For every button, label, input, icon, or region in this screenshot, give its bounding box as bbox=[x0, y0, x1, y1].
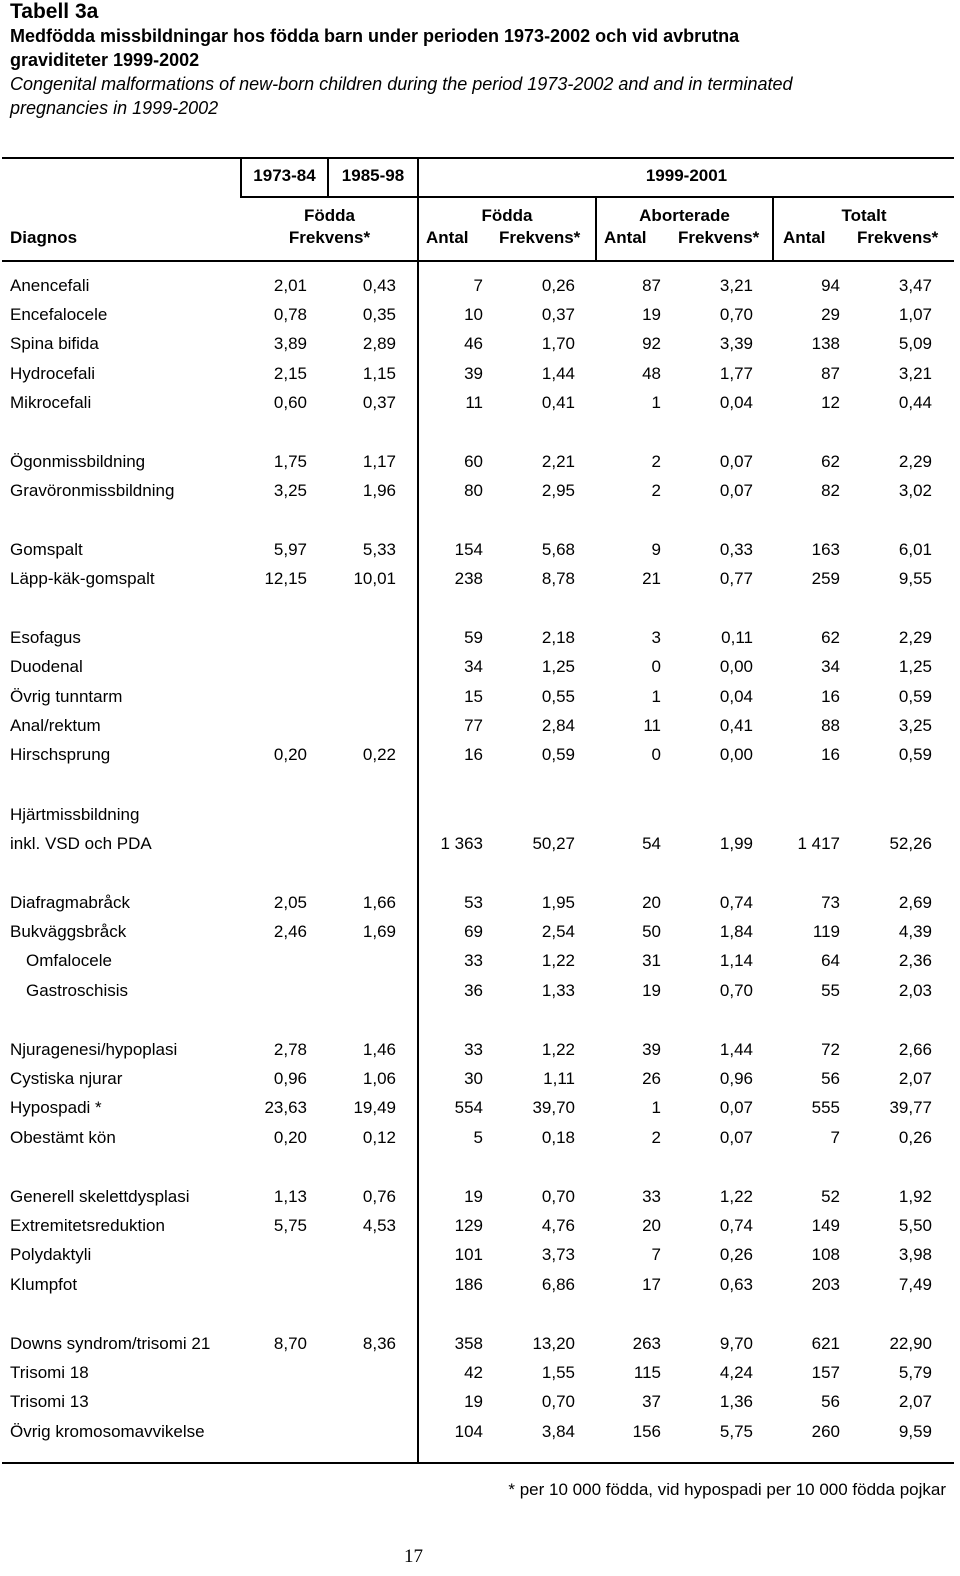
value-1985-98: 1,06 bbox=[362, 1069, 396, 1088]
totalt-antal: 56 bbox=[821, 1069, 840, 1088]
diagnos-label: Spina bifida bbox=[10, 334, 99, 353]
diagnos-label: Esofagus bbox=[10, 628, 81, 647]
totalt-antal: 12 bbox=[821, 393, 840, 412]
aborterade-antal: 11 bbox=[643, 716, 661, 735]
fodda-frekvens: 0,41 bbox=[541, 393, 575, 412]
subtitle-swedish-line2: graviditeter 1999-2002 bbox=[10, 50, 200, 70]
diagnos-label: Anencefali bbox=[10, 276, 90, 295]
diagnos-label: Hirschsprung bbox=[10, 745, 111, 764]
aborterade-antal: 1 bbox=[651, 393, 661, 412]
aborterade-frekvens: 0,11 bbox=[721, 628, 753, 647]
value-1985-98: 4,53 bbox=[362, 1216, 396, 1235]
header-period-1973-84: 1973-84 bbox=[253, 166, 316, 185]
totalt-frekvens: 52,26 bbox=[889, 834, 932, 853]
totalt-antal: 73 bbox=[821, 893, 840, 912]
aborterade-frekvens: 0,96 bbox=[719, 1069, 753, 1088]
totalt-frekvens: 2,66 bbox=[898, 1040, 932, 1059]
value-1985-98: 0,37 bbox=[362, 393, 396, 412]
aborterade-antal: 33 bbox=[642, 1187, 661, 1206]
header-period-1999-2001: 1999-2001 bbox=[645, 166, 728, 185]
aborterade-antal: 54 bbox=[642, 834, 661, 853]
fodda-antal: 53 bbox=[464, 893, 483, 912]
header-totalt-antal: Antal bbox=[783, 228, 826, 247]
aborterade-frekvens: 5,75 bbox=[719, 1422, 753, 1441]
aborterade-frekvens: 0,63 bbox=[719, 1275, 753, 1294]
totalt-frekvens: 5,09 bbox=[898, 334, 932, 353]
aborterade-frekvens: 0,07 bbox=[719, 481, 753, 500]
fodda-frekvens: 50,27 bbox=[532, 834, 575, 853]
diagnos-label: Läpp-käk-gomspalt bbox=[10, 569, 155, 588]
aborterade-antal: 0 bbox=[651, 657, 661, 676]
aborterade-antal: 92 bbox=[642, 334, 661, 353]
value-1973-84: 2,78 bbox=[273, 1040, 307, 1059]
totalt-antal: 16 bbox=[821, 687, 840, 706]
value-1973-84: 12,15 bbox=[264, 569, 307, 588]
diagnos-label: Ögonmissbildning bbox=[10, 452, 146, 471]
fodda-antal: 1 363 bbox=[440, 834, 483, 853]
fodda-antal: 46 bbox=[464, 334, 483, 353]
diagnos-label: Gravöronmissbildning bbox=[10, 481, 175, 500]
header-diagnos: Diagnos bbox=[10, 228, 78, 247]
aborterade-frekvens: 0,00 bbox=[719, 657, 753, 676]
fodda-antal: 129 bbox=[454, 1216, 483, 1235]
fodda-frekvens: 3,73 bbox=[541, 1245, 575, 1264]
fodda-frekvens: 1,11 bbox=[543, 1069, 575, 1088]
diagnos-label: Generell skelettdysplasi bbox=[10, 1187, 190, 1206]
diagnos-label: Bukväggsbråck bbox=[10, 922, 127, 941]
aborterade-antal: 50 bbox=[642, 922, 661, 941]
aborterade-antal: 20 bbox=[642, 893, 661, 912]
header-fodda: Födda bbox=[481, 206, 533, 225]
header-frekvens-left: Frekvens* bbox=[288, 228, 371, 247]
totalt-antal: 72 bbox=[821, 1040, 840, 1059]
diagnos-label: Övrig kromosomavvikelse bbox=[10, 1422, 205, 1441]
aborterade-frekvens: 0,07 bbox=[719, 1098, 753, 1117]
totalt-frekvens: 39,77 bbox=[889, 1098, 932, 1117]
diagnos-label: Njuragenesi/hypoplasi bbox=[10, 1040, 178, 1059]
fodda-frekvens: 39,70 bbox=[532, 1098, 575, 1117]
totalt-frekvens: 1,07 bbox=[898, 305, 932, 324]
aborterade-frekvens: 1,84 bbox=[719, 922, 753, 941]
diagnos-label: Hypospadi * bbox=[10, 1098, 102, 1117]
aborterade-frekvens: 1,99 bbox=[719, 834, 753, 853]
fodda-frekvens: 0,37 bbox=[541, 305, 575, 324]
diagnos-label: Anal/rektum bbox=[10, 716, 101, 735]
value-1985-98: 0,76 bbox=[362, 1187, 396, 1206]
fodda-frekvens: 1,55 bbox=[541, 1363, 575, 1382]
totalt-antal: 29 bbox=[821, 305, 840, 324]
fodda-frekvens: 1,22 bbox=[541, 1040, 575, 1059]
aborterade-antal: 19 bbox=[642, 981, 661, 1000]
table-bottom-rule bbox=[2, 1462, 954, 1464]
subtitle-swedish-line1: Medfödda missbildningar hos födda barn under perioden 1973-2002 och vid avbrutna bbox=[10, 26, 740, 46]
fodda-antal: 77 bbox=[464, 716, 483, 735]
fodda-frekvens: 2,95 bbox=[541, 481, 575, 500]
fodda-frekvens: 1,44 bbox=[541, 364, 575, 383]
header-totalt-frekvens: Frekvens* bbox=[857, 228, 939, 247]
aborterade-frekvens: 0,74 bbox=[719, 893, 753, 912]
aborterade-frekvens: 0,33 bbox=[719, 540, 753, 559]
aborterade-antal: 26 bbox=[642, 1069, 661, 1088]
diagnos-label: Diafragmabråck bbox=[10, 893, 130, 912]
totalt-antal: 62 bbox=[821, 452, 840, 471]
value-1985-98: 0,35 bbox=[362, 305, 396, 324]
value-1985-98: 1,69 bbox=[362, 922, 396, 941]
value-1973-84: 2,05 bbox=[273, 893, 307, 912]
value-1973-84: 0,20 bbox=[273, 1128, 307, 1147]
header-period-1985-98: 1985-98 bbox=[341, 166, 405, 185]
aborterade-antal: 21 bbox=[642, 569, 661, 588]
fodda-antal: 60 bbox=[464, 452, 483, 471]
totalt-antal: 119 bbox=[812, 922, 840, 941]
fodda-frekvens: 1,95 bbox=[541, 893, 575, 912]
aborterade-frekvens: 0,41 bbox=[719, 716, 753, 735]
fodda-antal: 101 bbox=[454, 1245, 483, 1264]
diagnos-label: Gomspalt bbox=[10, 540, 83, 559]
aborterade-frekvens: 9,70 bbox=[719, 1334, 753, 1353]
diagnos-label: Obestämt kön bbox=[10, 1128, 116, 1147]
value-1973-84: 3,25 bbox=[273, 481, 307, 500]
header-fodda-frekvens: Frekvens* bbox=[499, 228, 581, 247]
fodda-antal: 30 bbox=[464, 1069, 483, 1088]
header-mid-rule bbox=[240, 196, 954, 198]
fodda-frekvens: 2,84 bbox=[541, 716, 575, 735]
value-1985-98: 8,36 bbox=[362, 1334, 396, 1353]
value-1985-98: 1,46 bbox=[362, 1040, 396, 1059]
aborterade-antal: 20 bbox=[642, 1216, 661, 1235]
fodda-antal: 104 bbox=[454, 1422, 483, 1441]
header-aborterade-antal: Antal bbox=[604, 228, 647, 247]
totalt-frekvens: 3,47 bbox=[898, 276, 932, 295]
fodda-antal: 36 bbox=[464, 981, 483, 1000]
diagnos-label: Encefalocele bbox=[10, 305, 108, 324]
aborterade-frekvens: 3,39 bbox=[719, 334, 753, 353]
aborterade-frekvens: 1,77 bbox=[719, 364, 753, 383]
totalt-antal: 16 bbox=[821, 745, 840, 764]
fodda-frekvens: 5,68 bbox=[541, 540, 575, 559]
value-1973-84: 23,63 bbox=[264, 1098, 307, 1117]
fodda-antal: 186 bbox=[454, 1275, 483, 1294]
fodda-frekvens: 0,70 bbox=[541, 1187, 575, 1206]
aborterade-antal: 2 bbox=[651, 1128, 661, 1147]
footnote: * per 10 000 födda, vid hypospadi per 10 000 födda pojkar bbox=[508, 1480, 946, 1499]
aborterade-frekvens: 0,04 bbox=[719, 687, 753, 706]
fodda-frekvens: 0,59 bbox=[541, 745, 575, 764]
aborterade-antal: 87 bbox=[642, 276, 661, 295]
subtitle-english-line2: pregnancies in 1999-2002 bbox=[10, 98, 219, 118]
totalt-frekvens: 5,50 bbox=[898, 1216, 932, 1235]
aborterade-frekvens: 0,07 bbox=[719, 452, 753, 471]
diagnos-label: inkl. VSD och PDA bbox=[10, 834, 152, 853]
totalt-antal: 64 bbox=[821, 951, 840, 970]
fodda-frekvens: 2,54 bbox=[541, 922, 575, 941]
fodda-frekvens: 0,18 bbox=[541, 1128, 575, 1147]
totalt-frekvens: 2,36 bbox=[898, 951, 932, 970]
totalt-antal: 82 bbox=[821, 481, 840, 500]
fodda-frekvens: 3,84 bbox=[541, 1422, 575, 1441]
totalt-frekvens: 3,02 bbox=[898, 481, 932, 500]
value-1985-98: 1,15 bbox=[362, 364, 396, 383]
diagnos-label: Duodenal bbox=[10, 657, 83, 676]
value-1985-98: 0,22 bbox=[362, 745, 396, 764]
totalt-antal: 88 bbox=[821, 716, 840, 735]
header-totalt: Totalt bbox=[841, 206, 887, 225]
totalt-frekvens: 7,49 bbox=[898, 1275, 932, 1294]
header-fodda-left: Födda bbox=[304, 206, 355, 225]
aborterade-antal: 156 bbox=[632, 1422, 661, 1441]
diagnos-label: Klumpfot bbox=[10, 1275, 78, 1294]
aborterade-antal: 1 bbox=[651, 1098, 661, 1117]
totalt-antal: 149 bbox=[811, 1216, 840, 1235]
aborterade-antal: 17 bbox=[642, 1275, 661, 1294]
aborterade-antal: 2 bbox=[651, 452, 661, 471]
fodda-antal: 7 bbox=[473, 276, 483, 295]
totalt-antal: 56 bbox=[821, 1392, 840, 1411]
totalt-antal: 7 bbox=[830, 1128, 840, 1147]
totalt-frekvens: 2,03 bbox=[898, 981, 932, 1000]
value-1973-84: 2,01 bbox=[273, 276, 307, 295]
value-1985-98: 2,89 bbox=[362, 334, 396, 353]
table-top-rule bbox=[2, 157, 954, 159]
fodda-antal: 10 bbox=[464, 305, 483, 324]
header-aborterade-frekvens: Frekvens* bbox=[678, 228, 760, 247]
totalt-antal: 555 bbox=[811, 1098, 840, 1117]
totalt-frekvens: 2,29 bbox=[898, 628, 932, 647]
value-1985-98: 0,43 bbox=[362, 276, 396, 295]
fodda-frekvens: 1,22 bbox=[541, 951, 575, 970]
fodda-antal: 11 bbox=[465, 393, 483, 412]
value-1985-98: 1,96 bbox=[362, 481, 396, 500]
fodda-antal: 80 bbox=[464, 481, 483, 500]
aborterade-frekvens: 0,70 bbox=[719, 981, 753, 1000]
value-1973-84: 2,46 bbox=[273, 922, 307, 941]
fodda-antal: 19 bbox=[464, 1392, 483, 1411]
totalt-frekvens: 9,59 bbox=[898, 1422, 932, 1441]
fodda-frekvens: 0,70 bbox=[541, 1392, 575, 1411]
fodda-antal: 59 bbox=[464, 628, 483, 647]
aborterade-frekvens: 0,26 bbox=[719, 1245, 753, 1264]
totalt-antal: 87 bbox=[821, 364, 840, 383]
aborterade-antal: 115 bbox=[633, 1363, 661, 1382]
aborterade-antal: 31 bbox=[642, 951, 661, 970]
header-aborterade: Aborterade bbox=[639, 206, 730, 225]
fodda-antal: 5 bbox=[473, 1128, 483, 1147]
fodda-frekvens: 0,26 bbox=[541, 276, 575, 295]
value-1985-98: 19,49 bbox=[353, 1098, 396, 1117]
aborterade-antal: 3 bbox=[651, 628, 661, 647]
totalt-antal: 94 bbox=[821, 276, 840, 295]
aborterade-frekvens: 1,36 bbox=[719, 1392, 753, 1411]
diagnos-label: Trisomi 13 bbox=[10, 1392, 89, 1411]
fodda-frekvens: 1,33 bbox=[541, 981, 575, 1000]
totalt-antal: 163 bbox=[811, 540, 840, 559]
fodda-antal: 39 bbox=[464, 364, 483, 383]
diagnos-label: Downs syndrom/trisomi 21 bbox=[10, 1334, 211, 1353]
value-1985-98: 10,01 bbox=[353, 569, 396, 588]
aborterade-frekvens: 0,00 bbox=[719, 745, 753, 764]
aborterade-frekvens: 0,07 bbox=[719, 1128, 753, 1147]
value-1973-84: 8,70 bbox=[273, 1334, 307, 1353]
fodda-antal: 154 bbox=[454, 540, 483, 559]
diagnos-label: Polydaktyli bbox=[10, 1245, 92, 1264]
aborterade-antal: 2 bbox=[651, 481, 661, 500]
value-1973-84: 5,75 bbox=[273, 1216, 307, 1235]
aborterade-antal: 39 bbox=[642, 1040, 661, 1059]
value-1973-84: 0,60 bbox=[273, 393, 307, 412]
totalt-frekvens: 5,79 bbox=[898, 1363, 932, 1382]
fodda-antal: 34 bbox=[464, 657, 483, 676]
aborterade-antal: 9 bbox=[651, 540, 661, 559]
totalt-frekvens: 22,90 bbox=[889, 1334, 932, 1353]
totalt-antal: 55 bbox=[821, 981, 840, 1000]
fodda-antal: 69 bbox=[464, 922, 483, 941]
fodda-frekvens: 0,55 bbox=[541, 687, 575, 706]
totalt-antal: 52 bbox=[821, 1187, 840, 1206]
value-1985-98: 1,17 bbox=[362, 452, 396, 471]
totalt-frekvens: 0,44 bbox=[898, 393, 932, 412]
fodda-antal: 238 bbox=[454, 569, 483, 588]
aborterade-frekvens: 4,24 bbox=[719, 1363, 753, 1382]
fodda-frekvens: 1,25 bbox=[541, 657, 575, 676]
totalt-antal: 157 bbox=[811, 1363, 840, 1382]
value-1973-84: 1,13 bbox=[273, 1187, 307, 1206]
fodda-frekvens: 8,78 bbox=[541, 569, 575, 588]
aborterade-antal: 0 bbox=[651, 745, 661, 764]
fodda-antal: 358 bbox=[454, 1334, 483, 1353]
totalt-frekvens: 4,39 bbox=[898, 922, 932, 941]
totalt-frekvens: 6,01 bbox=[898, 540, 932, 559]
header-bottom-rule bbox=[2, 260, 954, 262]
value-1973-84: 0,78 bbox=[273, 305, 307, 324]
aborterade-frekvens: 0,04 bbox=[719, 393, 753, 412]
aborterade-frekvens: 1,22 bbox=[719, 1187, 753, 1206]
aborterade-frekvens: 0,77 bbox=[719, 569, 753, 588]
totalt-antal: 621 bbox=[811, 1334, 840, 1353]
page-number: 17 bbox=[404, 1546, 423, 1567]
subtitle-english-line1: Congenital malformations of new-born children during the period 1973-2002 and and in terminated bbox=[10, 74, 793, 94]
aborterade-antal: 1 bbox=[651, 687, 661, 706]
totalt-antal: 34 bbox=[821, 657, 840, 676]
diagnos-label: Övrig tunntarm bbox=[10, 687, 123, 706]
fodda-antal: 42 bbox=[464, 1363, 483, 1382]
diagnos-label: Omfalocele bbox=[26, 951, 112, 970]
value-1973-84: 1,75 bbox=[273, 452, 307, 471]
aborterade-frekvens: 0,74 bbox=[719, 1216, 753, 1235]
fodda-frekvens: 6,86 bbox=[541, 1275, 575, 1294]
fodda-frekvens: 1,70 bbox=[541, 334, 575, 353]
fodda-frekvens: 4,76 bbox=[541, 1216, 575, 1235]
aborterade-antal: 37 bbox=[642, 1392, 661, 1411]
fodda-antal: 16 bbox=[464, 745, 483, 764]
totalt-antal: 203 bbox=[811, 1275, 840, 1294]
totalt-frekvens: 0,59 bbox=[898, 687, 932, 706]
diagnos-label: Hjärtmissbildning bbox=[10, 805, 140, 824]
fodda-antal: 15 bbox=[464, 687, 483, 706]
fodda-frekvens: 2,18 bbox=[541, 628, 575, 647]
aborterade-frekvens: 1,44 bbox=[719, 1040, 753, 1059]
fodda-frekvens: 13,20 bbox=[532, 1334, 575, 1353]
value-1985-98: 1,66 bbox=[362, 893, 396, 912]
totalt-antal: 62 bbox=[821, 628, 840, 647]
fodda-frekvens: 2,21 bbox=[541, 452, 575, 471]
totalt-antal: 260 bbox=[811, 1422, 840, 1441]
totalt-frekvens: 2,69 bbox=[898, 893, 932, 912]
totalt-frekvens: 3,21 bbox=[898, 364, 932, 383]
totalt-frekvens: 0,26 bbox=[898, 1128, 932, 1147]
table-title: Tabell 3a bbox=[10, 0, 99, 23]
header-fodda-antal: Antal bbox=[426, 228, 469, 247]
totalt-frekvens: 9,55 bbox=[898, 569, 932, 588]
value-1973-84: 5,97 bbox=[273, 540, 307, 559]
value-1985-98: 0,12 bbox=[362, 1128, 396, 1147]
aborterade-antal: 7 bbox=[651, 1245, 661, 1264]
value-1973-84: 2,15 bbox=[273, 364, 307, 383]
aborterade-antal: 263 bbox=[632, 1334, 661, 1353]
totalt-antal: 138 bbox=[811, 334, 840, 353]
aborterade-antal: 48 bbox=[642, 364, 661, 383]
totalt-frekvens: 2,07 bbox=[898, 1392, 932, 1411]
value-1973-84: 0,20 bbox=[273, 745, 307, 764]
fodda-antal: 33 bbox=[464, 1040, 483, 1059]
fodda-antal: 19 bbox=[464, 1187, 483, 1206]
value-1973-84: 0,96 bbox=[273, 1069, 307, 1088]
diagnos-label: Cystiska njurar bbox=[10, 1069, 123, 1088]
totalt-antal: 1 417 bbox=[797, 834, 840, 853]
diagnos-label: Hydrocefali bbox=[10, 364, 96, 383]
diagnos-label: Gastroschisis bbox=[26, 981, 129, 1000]
totalt-frekvens: 1,25 bbox=[898, 657, 932, 676]
value-1973-84: 3,89 bbox=[273, 334, 307, 353]
totalt-frekvens: 1,92 bbox=[898, 1187, 932, 1206]
diagnos-label: Trisomi 18 bbox=[10, 1363, 89, 1382]
value-1985-98: 5,33 bbox=[362, 540, 396, 559]
aborterade-frekvens: 0,70 bbox=[719, 305, 753, 324]
fodda-antal: 33 bbox=[464, 951, 483, 970]
totalt-antal: 259 bbox=[811, 569, 840, 588]
diagnos-label: Extremitetsreduktion bbox=[10, 1216, 165, 1235]
totalt-frekvens: 2,29 bbox=[898, 452, 932, 471]
aborterade-frekvens: 3,21 bbox=[719, 276, 753, 295]
totalt-antal: 108 bbox=[811, 1245, 840, 1264]
totalt-frekvens: 3,25 bbox=[898, 716, 932, 735]
totalt-frekvens: 2,07 bbox=[898, 1069, 932, 1088]
totalt-frekvens: 3,98 bbox=[898, 1245, 932, 1264]
fodda-antal: 554 bbox=[454, 1098, 483, 1117]
aborterade-antal: 19 bbox=[642, 305, 661, 324]
diagnos-label: Mikrocefali bbox=[10, 393, 92, 412]
aborterade-frekvens: 1,14 bbox=[719, 951, 753, 970]
totalt-frekvens: 0,59 bbox=[898, 745, 932, 764]
